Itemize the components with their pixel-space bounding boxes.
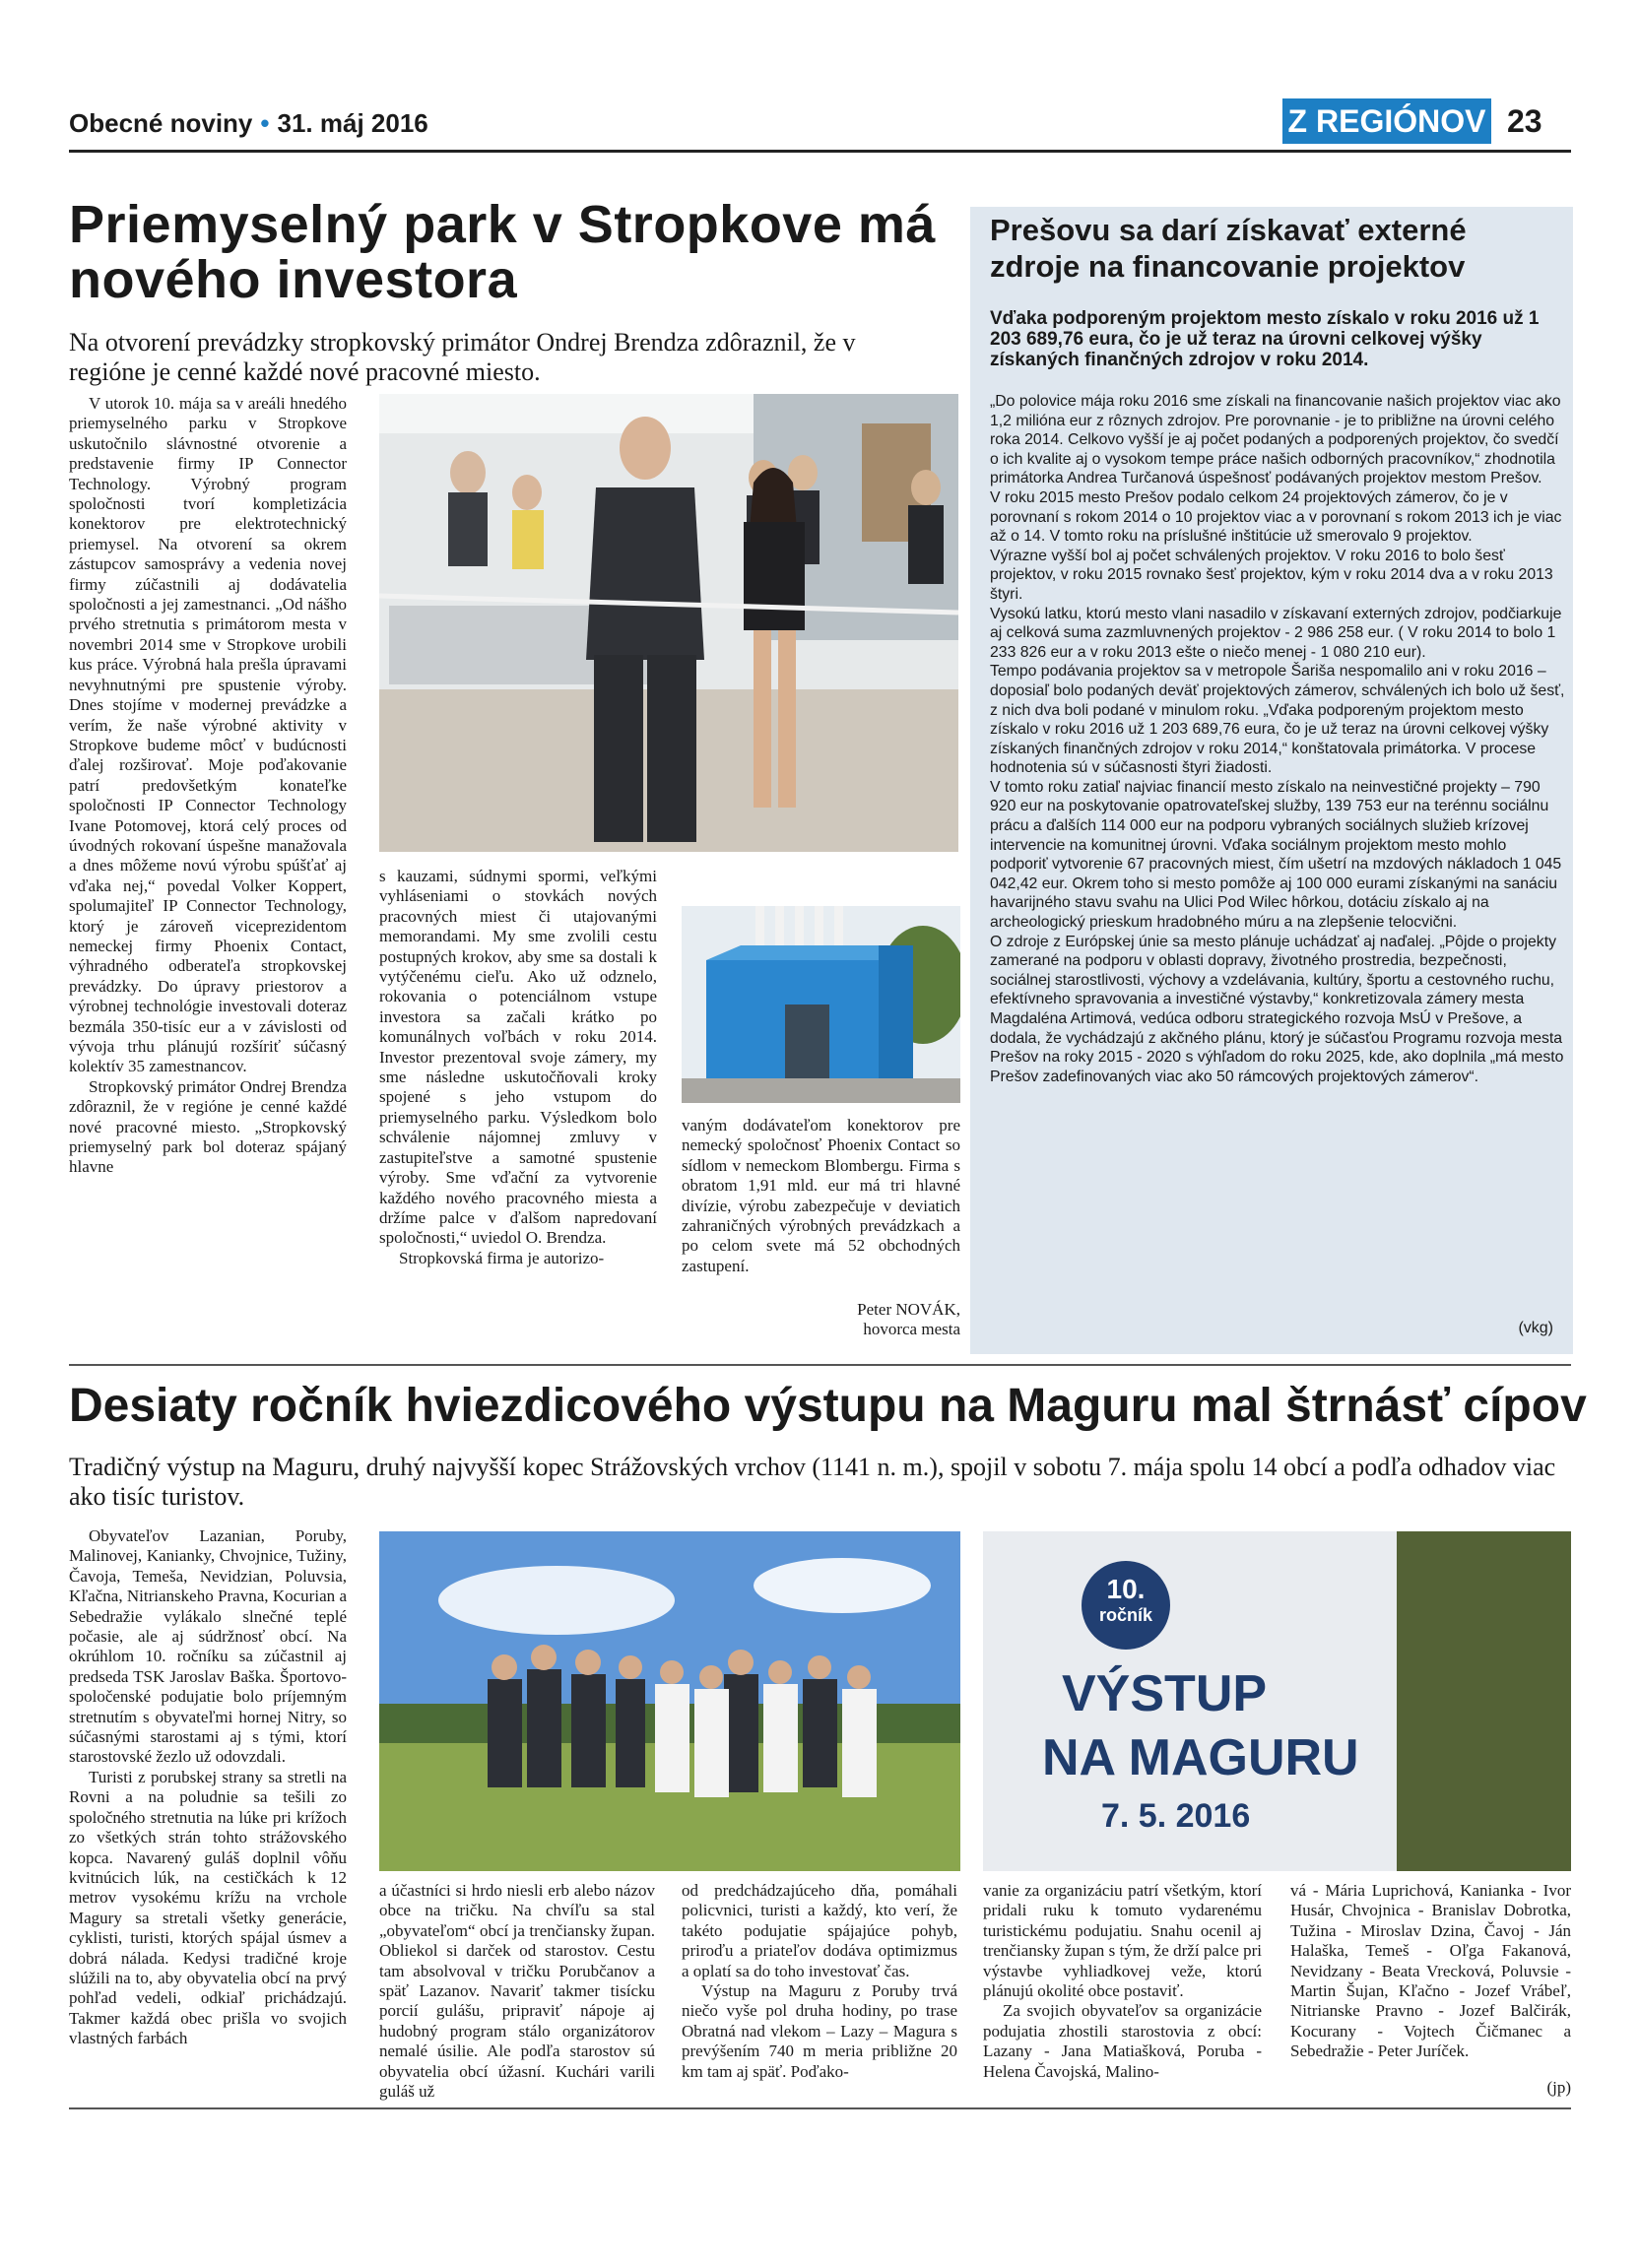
issue-date: 31. máj 2016 (277, 108, 428, 138)
paragraph: O zdroje z Európskej únie sa mesto plánuje uchádzať aj naďalej. „Pôjde o projekty zamerané na podporu v oblasti dopravy, životného prostredia, bezpečnosti, sociálnej starostlivosti, výchovy a vzdelávania, kultúry, športu a cestovného ruchu, efektívneho spravovania a investičné výstavby,“ konkretizovala zámery mesta Magdaléna Artimová, vedúca odboru strategického rozvoja MsÚ v Prešove, a dodala, že vychádzajú z akčného plánu, ktorý je súčasťou Programu rozvoja mesta Prešov na roky 2015 - 2020 s výhľadom do roku 2025, kde, ako doplnila „má mesto Prešov zadefinovaných viac ako 50 rámcových projektových zámerov“. (990, 933, 1564, 1085)
footer-rule (69, 2107, 1571, 2109)
section-tag: Z REGIÓNOV (1282, 98, 1491, 144)
article1-col2 (379, 867, 657, 1268)
article1-col3 (682, 1116, 960, 1276)
shirt-line-maguru: NA MAGURU (1042, 1729, 1359, 1786)
signature-role: hovorca mesta (863, 1320, 960, 1339)
sidebar-signature: (vkg) (1518, 1320, 1553, 1336)
paragraph: Stropkovská firma je autorizo- (399, 1248, 605, 1267)
paragraph: s kauzami, súdnymi spormi, veľkými vyhláseniami o stovkách nových pracovných miest či utajovanými memorandami. My sme zvolili cestu postupných krokov, aby sme sa dostali k vytýčenému cieľu. Ako už odznelo, rokovania o potenciálnom vstupe investora sa začali krátko po komunálnych voľbách v roku 2014. Investor prezentoval svoje zámery, my sme následne uskutočňovali kroky spojené s jeho vstupom do priemyselného parku. Výsledkom bolo schválenie nájomnej zmluvy v zastupiteľstve a samotné spustenie výroby. Sme vďační za vytvorenie každého nového pracovného miesta a držíme palce v ďalšom napredovaní spoločnosti,“ uviedol O. Brendza. (379, 867, 657, 1248)
separator-dot: • (260, 108, 270, 138)
sidebar-title: Prešovu sa darí získavať externé zdroje na financovanie projektov (990, 213, 1467, 284)
paragraph: vá - Mária Luprichová, Kanianka - Ivor Husár, Chvojnica - Branislav Dobrotka, Tužina - Miroslav Dzina, Čavoj - Ján Halaška, Temeš - Oľga Fakanová, Nevidzany - Beata Vrecková, Poluvsie - Martin Šujan, Kľačno - Jozef Vrábeľ, Nitrianske Pravno - Jozef Balčirák, Kocurany - Vojtech Čičmanec a Sebedražie - Peter Juríček. (1290, 1881, 1571, 2061)
shirt-line-date: 7. 5. 2016 (1101, 1797, 1251, 1835)
sidebar-box (970, 207, 1573, 1354)
ribbon-cutting-illustration (379, 394, 958, 852)
article2-col2 (379, 1881, 655, 2102)
paragraph: Vysokú latku, ktorú mesto vlani nasadilo v získavaní externých zdrojov, podčiarkuje aj celková suma zazmluvnených projektov - 2 986 258 eur. ( V roku 2014 to bolo 1 233 826 eur a v roku 2013 ešte o niečo menej - 1 080 210 eur). (990, 605, 1562, 661)
shirt-year-word: ročník (1098, 1605, 1153, 1625)
paragraph: V tomto roku zatiaľ najviac financií mesto získalo na neinvestičné projekty – 790 920 eur na poskytovanie opatrovateľskej služby, 139 753 eur na terénnu sociálnu prácu a ďalších 114 000 eur na podporu vybraných sociálnych služieb krízovej intervencie na komunitnej úrovni. Vďaka sociálnym projektom mesto mohlo podporiť vytvorenie 67 pracovných miest, čím ušetrí na mzdových nákladoch 1 045 042,42 eur. Okrem toho si mesto pomôže aj 100 000 eurami získanými na sanáciu havarijného stavu svahu na Ulici Pod Wilec hôrkou, dotáciu získalo aj na archeologický prieskum hradobného múru a na zlepšenie telocvični. (990, 778, 1562, 932)
paragraph: vanie za organizáciu patrí všetkým, ktorí pridali ruku k tomuto vydarenému turistickému podujatiu. Snahu ocenil aj trenčiansky župan s tým, že drží palce pri výstavbe vyhliadkovej veže, ktorú plánujú okolité obce postaviť. (983, 1881, 1262, 2001)
article2-col5 (1290, 1881, 1571, 2062)
hikers-group-illustration (379, 1531, 960, 1871)
signature-name: Peter NOVÁK, (857, 1300, 960, 1319)
paragraph: a účastníci si hrdo niesli erb alebo názov obce na tričku. Na chvíľu sa stal „obyvateľom“ obcí ja trenčiansky župan. Obliekol si darček od starostov. Cestu tam absolvoval v tričku Porubčanov a späť Lazanov. Navariť takmer tisícku porcií gulášu, pripraviť nápoje aj hudobný program stálo organizátorov nemalé úsilie. Ale podľa starostov sú obyvatelia obcí úžasní. Kuchári varili guláš už (379, 1881, 655, 2102)
hikers-group-photo (379, 1531, 960, 1871)
article1-col1 (69, 394, 347, 1178)
article1-signature (682, 1300, 960, 1340)
paragraph: V roku 2015 mesto Prešov podalo celkom 24 projektových zámerov, čo je v porovnaní s rokom 2014 o 10 projektov viac a v porovnaní s rokom 2013 ich je viac až o 14. V tomto roku na príslušné inštitúcie už smerovalo 9 projektov. (990, 488, 1562, 546)
sidebar-body (990, 392, 1566, 1086)
paragraph: Stropkovský primátor Ondrej Brendza zdôraznil, že v regióne je cenné každé nové pracovné miesto. „Stropkovský priemyselný park bol doteraz spájaný hlavne (69, 1076, 347, 1177)
article1-title: Priemyselný park v Stropkove má nového investora (69, 195, 936, 309)
article2-signature: (jp) (1546, 2078, 1571, 2097)
paragraph: vaným dodávateľom konektorov pre nemecký spoločnosť Phoenix Contact so sídlom v nemeckom Blombergu. Firma s obratom 1,91 mld. eur má tri hlavné divízie, výrobu zabezpečuje v deviatich zahraničných výrobných prevádzkach a po celom svete má 52 obchodných zastupení. (682, 1116, 960, 1275)
paragraph: Výstup na Maguru z Poruby trvá niečo vyše pol druha hodiny, po trase Obratná nad vlekom – Lazy – Magura s prevýšením 740 m meria približne 20 km tam aj späť. Poďako- (682, 1981, 957, 2081)
article2-col3 (682, 1881, 957, 2082)
article2-col4 (983, 1881, 1262, 2082)
masthead (69, 108, 428, 139)
paragraph: „Do polovice mája roku 2016 sme získali na financovanie našich projektov viac ako 1,2 milióna eur z rôznych zdrojov. Pre porovnanie - je to približne na úrovni celého roka 2014. Celkovo vyšší je aj počet podaných a podporených projektov, čo svedčí o ich kvalite aj o vysokom tempe práce našich odborných pracovníkov,“ zhodnotila primátorka Andrea Turčanová úspešnosť podávaných projektov mestom Prešov. (990, 393, 1561, 487)
page-number: 23 (1507, 103, 1542, 139)
shirt-number: 10. (1106, 1574, 1146, 1604)
paragraph: Obyvateľov Lazanian, Poruby, Malinovej, Kanianky, Chvojnice, Tužiny, Čavoja, Temeša, Nevidzian, Poluvsia, Kľačna, Nitrianskeho Pravna, Kocurian a Sebedražie vylákalo slnečné teplé počasie, ale aj súdržnosť obcí. Na okrúhlom 10. ročníku sa zúčastnil aj predseda TSK Jaroslav Baška. Športovo-spoločenské podujatie bolo príjemným stretnutím s obyvateľmi hornej Nitry, so súčasnými starostami aj s tými, ktorí starostovské žezlo už odovzdali. (69, 1526, 347, 1767)
article2-col1 (69, 1526, 347, 2049)
paragraph: Za svojich obyvateľov sa organizácie podujatia zhostili starostovia z obcí: Lazany - Jana Matiašková, Poruba - Helena Čavojská, Malino- (983, 2001, 1262, 2081)
shirt-line-vystup: VÝSTUP (1062, 1665, 1268, 1722)
header-rule (69, 150, 1571, 153)
article2-title: Desiaty ročník hviezdicového výstupu na Maguru mal štrnásť cípov (69, 1380, 1587, 1432)
section-divider (69, 1364, 1571, 1366)
paragraph: Výrazne vyšší bol aj počet schválených projektov. V roku 2016 to bolo šesť projektov, v roku 2015 rovnako šesť projektov, kým v roku 2014 dva a v roku 2013 štyri. (990, 547, 1553, 603)
ribbon-cutting-photo (379, 394, 958, 852)
paragraph: od predchádzajúceho dňa, pomáhali policvnici, turisti a každý, kto verí, že takéto podujatie spájajúce pohyb, priroďu a priateľov dodáva optimizmus a oplatí sa do toho investovať čas. (682, 1881, 957, 1980)
article1-lead: Na otvorení prevádzky stropkovský primátor Ondrej Brendza zdôraznil, že v regióne je cenné každé nové pracovné miesto. (69, 328, 856, 386)
paper-name: Obecné noviny (69, 108, 253, 138)
production-hall-photo (682, 906, 960, 1103)
paragraph: Tempo podávania projektov sa v metropole Šariša nespomalilo ani v roku 2016 – doposiaľ bolo podaných deväť projektových zámerov, schválených ich bolo už šesť, z nich dva boli podané v minulom roku. „Vďaka podporeným projektom mesto získalo v roku 2016 už 1 203 689,76 eura, čo je už teraz na úrovni celkovej výšky získaných finančných zdrojov v roku 2014,“ konštatovala primátorka. V procese hodnotenia sú v súčasnosti štyri žiadosti. (990, 663, 1565, 777)
sidebar-lead: Vďaka podporeným projektom mesto získalo v roku 2016 už 1 203 689,76 eura, čo je už teraz na úrovni celkovej výšky získaných finančných zdrojov v roku 2014. (990, 308, 1540, 370)
production-hall-illustration (682, 906, 960, 1103)
article2-lead: Tradičný výstup na Maguru, druhý najvyšší kopec Strážovských vrchov (1141 n. m.), spojil v sobotu 7. mája spolu 14 obcí a podľa odhadov viac ako tisíc turistov. (69, 1453, 1556, 1511)
paragraph: Turisti z porubskej strany sa stretli na Rovni a na poludnie sa tešili zo spoločného stretnutia na lúke pri krížoch zo všetkých strán tohto strážovského kopca. Navarený guláš doplnil vôňu kvitnúcich lúk, na cestičkách k 12 metrov vysokému krížu na vrchole Magury sa stretali všetky generácie, cyklisti, turisti, ktorých spájal úsmev a dobrá nálada. Kedysi tradičné kroje slúžili na to, aby obyvatelia obcí na prvý pohľad vedeli, odkiaľ prichádzajú. Takmer každá obec prišla vo svojich vlastných farbách (69, 1767, 347, 2048)
shirt-print-photo (983, 1531, 1571, 1871)
paragraph: V utorok 10. mája sa v areáli hnedého priemyselného parku v Stropkove uskutočnilo slávnostné otvorenie a predstavenie firmy IP Connector Technology. Výrobný program spoločnosti tvorí kompletizácia konektorov pre elektrotechnický priemysel. Na otvorení sa okrem zástupcov samosprávy a vedenia novej firmy zúčastnili aj dodávatelia spoločnosti a jej zamestnanci. „Od nášho prvého stretnutia s primátorom mesta v novembri 2014 sme v Stropkove urobili kus práce. Výrobná hala prešla úpravami nevyhnutnými pre spustenie výroby. Dnes stojíme v modernej prevádzke a verím, že naše výrobné aktivity v Stropkove budeme môcť v budúcnosti ďalej rozširovať. Moje poďakovanie patrí predovšetkým konateľke spoločnosti IP Connector Technology Ivane Potomovej, ktorá celý proces od úvodných rokovaní úspešne manažovala a dnes môžeme novú výrobu spúšťať aj vďaka nej,“ povedal Volker Koppert, spolumajiteľ IP Connector Technology, ktorý je zároveň viceprezidentom nemeckej firmy Phoenix Contact, výhradného odberateľa stropkovskej prevádzky. Do úpravy priestorov a výrobnej technológie investovali doteraz bezmála 350-tisíc eur a v závislosti od vývoja trhu plánujú rozšíriť súčasný kolektív 35 zamestnancov. (69, 394, 347, 1076)
